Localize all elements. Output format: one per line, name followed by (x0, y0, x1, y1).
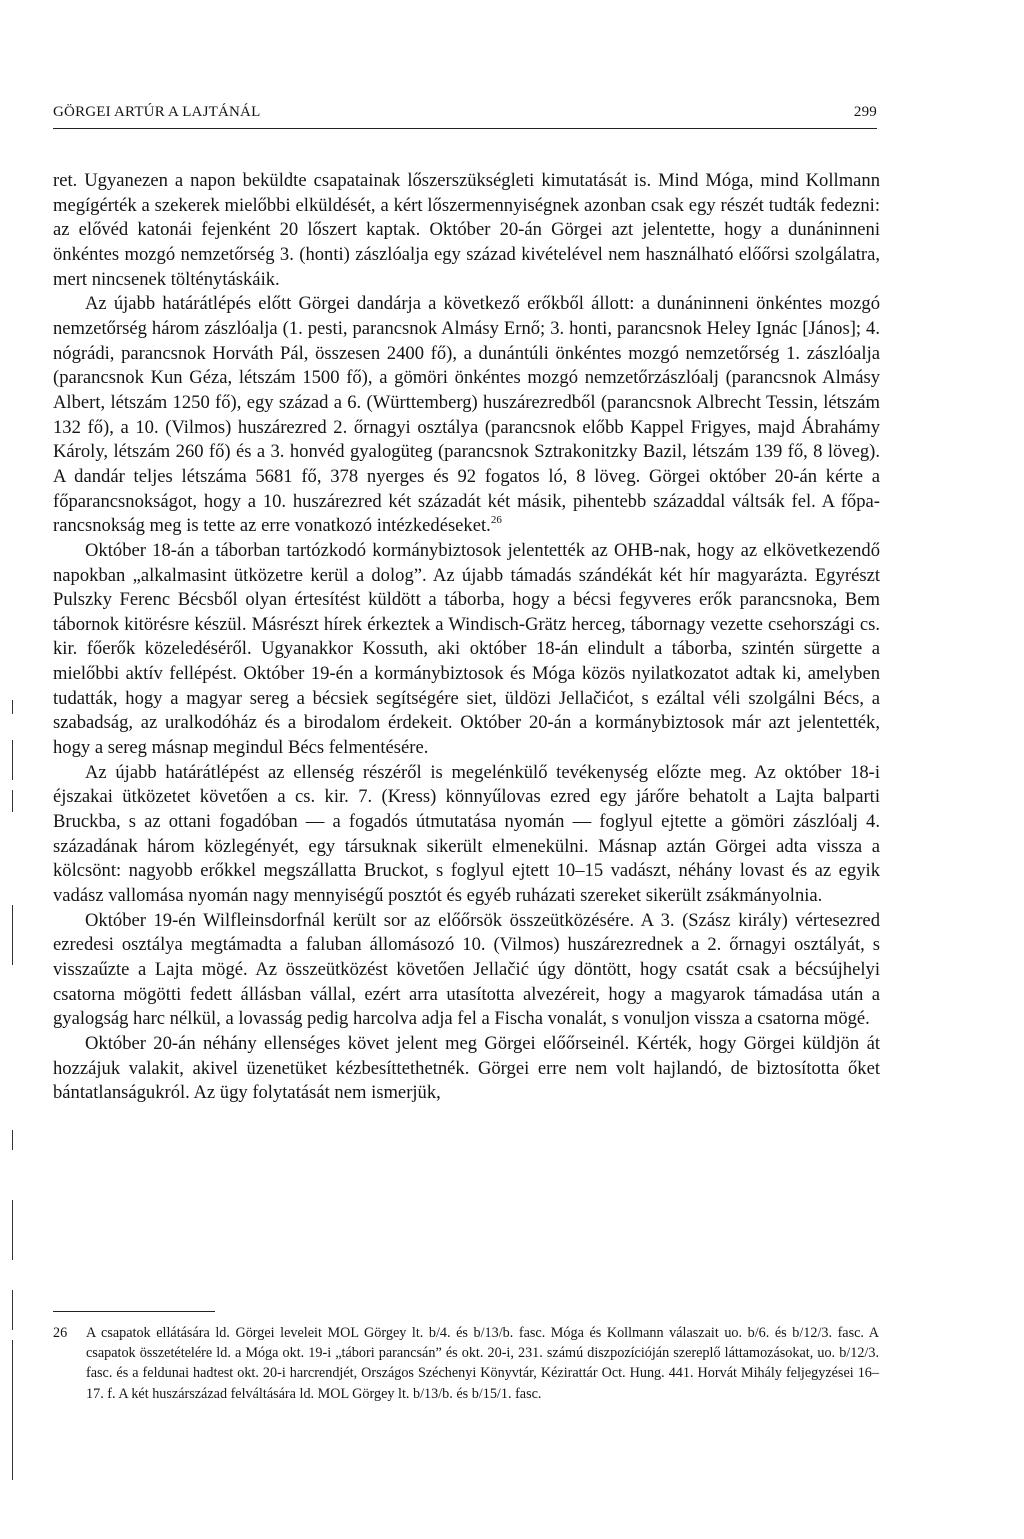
scan-mark (12, 1340, 13, 1480)
footnote (53, 1323, 879, 1404)
footnote-rule (53, 1311, 215, 1312)
scan-mark (12, 905, 13, 965)
paragraph-4: Az újabb határátlépést az ellenség részéről is megelénkülő tevékenység előzte meg. Az október 18-i éjszakai ütközetet követően a cs. kir. 7. (Kress) könnyűlovas ezred egy járőre behatolt a Lajta balparti Bruckba, s az ottani fogadóban — a fogadós útmutatása nyomán — foglyul ejtette a gömöri zászlóalj 4. századának három közlegényét, egy társuknak sikerült elmenekülni. Másnap aztán Görgei adta vissza a kölcsönt: nagyobb erőkkel megszállatta Bruckot, s foglyul ejtett 10–15 vadászt, néhány lovast és az egyik vadász vallomása nyomán nagy mennyiségű posztót és egyéb ruházati szereket sikerült zsákmányolnia. (53, 761, 880, 907)
paragraph-1: ret. Ugyanezen a napon beküldte csapatainak lőszerszükségleti kimutatását is. Mind Móga, mind Kollmann megígérték a szekerek mielőbbi elküldését, a kért lőszermennyiségnek azonban csak egy részét tudták fedezni: az elővéd katonái fejenként 20 lőszert kaptak. Október 20-án Görgei azt jelentette, hogy a dunáninneni önkéntes mozgó nemzetőrség 3. (honti) zászlóalja egy század kivételével nem használható előőrsi szolgálatra, mert nincsenek tölténytáskáik. (53, 170, 880, 290)
paragraph-3: Október 18-án a táborban tartózkodó kormánybiztosok jelentették az OHB-nak, hogy az elkövetkezendő napokban „alkalmasint ütközetre kerül a dolog”. Az újabb támadás szándékát két hír magyarázta. Egyrészt Pulszky Ferenc Bécsből olyan értesítést küldött a táborba, hogy a bécsi fegyveres erők parancsnoka, Bem tábornok kitörésre készül. Másrészt hírek érkeztek a Windisch-Grätz herceg, tábornagy vezette csehországi cs. kir. főerők közeledéséről. Ugyanakkor Kossuth, aki október 18-án elindult a táborba, szintén sürgette a mielőbbi aktív fellépést. Október 19-én a kormánybiztosok és Móga közös nyilatkozatot adtak ki, amelyben tudatták, hogy a magyar sereg a bécsiek segítségére siet, üldözi Jellačićot, s ezáltal véli szolgálni Bécs, a szabadság, az uralkodóház és a birodalom érdekeit. Október 20-án a kormánybiztosok már azt jelentették, hogy a sereg másnap megindul Bécs felmentésére. (53, 539, 880, 759)
body-text (53, 169, 880, 1106)
page-number: 299 (853, 104, 877, 120)
paragraph-5: Október 19-én Wilfleinsdorfnál került sor az előőrsök összeütközésére. A 3. (Szász király) vértesezred ezredesi osztálya megtámadta a faluban állomásozó 10. (Vilmos) huszárezrednek a 2. őrnagyi osztályát, s visszaűzte a Lajta mögé. Az összeütközést követően Jellačić úgy döntött, hogy csatát csak a bécsújhelyi csatorna mögötti fedett állásban vállal, ezért arra utasította alvezéreit, hogy a magyarok támadása után a gyalogság harc nélkül, a lovasság pedig harcolva adja fel a Fischa vonalát, s vonuljon vissza a csatorna mögé. (53, 909, 880, 1030)
footnote-number: 26 (53, 1325, 68, 1341)
footnote-reference[interactable]: 26 (490, 514, 502, 527)
scan-mark (12, 740, 13, 780)
paragraph-6: Október 20-án néhány ellenséges követ jelent meg Görgei előőrseinél. Kérték, hogy Görgei küldjön át hozzájuk valakit, akivel üzenetüket kézbesíttethetnék. Görgei erre nem volt hajlandó, de biztosította őket bántatlanságukról. Az ügy folytatását nem ismerjük, (53, 1032, 880, 1104)
scan-mark (12, 790, 13, 812)
scan-mark (12, 700, 13, 714)
header-rule (53, 128, 877, 129)
paragraph-2: Az újabb határátlépés előtt Görgei dandárja a következő erőkből állott: a dunáninneni önkéntes mozgó nemzetőrség három zászlóalja (1. pesti, parancsnok Almásy Ernő; 3. honti, parancsnok Heley Ignác [János]; 4. nógrádi, parancsnok Horváth Pál, összesen 2400 fő), a dunántúli önkéntes mozgó nemzetőrség 1. zászlóalja (parancsnok Kun Géza, létszám 1500 fő), a gömöri önkéntes mozgó nemzetőrzászlóalj (parancsnok Almásy Albert, létszám 1250 fő), egy század a 6. (Württemberg) huszárezredből (parancsnok Albrecht Tessin, létszám 132 fő), a 10. (Vilmos) huszárezred 2. őrnagyi osztálya (parancsnok előbb Kappel Frigyes, majd Ábrahámy Károly, létszám 260 fő) és a 3. honvéd gyalogüteg (parancsnok Sztrakonitzky Bazil, létszám 139 fő, 8 löveg). A dandár teljes létszáma 5681 fő, 378 nyerges és 92 fogatos ló, 8 löveg. Görgei október 20-án kérte a főparancsnokságot, hogy a 10. huszárezred két századát két másik, pihentebb századdal váltsák fel. A főparancsnokság meg is tette az erre vonatkozó intézkedéseket.$^{26}$ (53, 293, 880, 537)
scan-mark (12, 1200, 13, 1260)
footnotes (53, 1323, 879, 1404)
running-title: GÖRGEI ARTÚR A LAJTÁNÁL (53, 104, 261, 120)
footnote-text: A csapatok ellátására ld. Görgei leveleit MOL Görgey lt. b/4. és b/13/b. fasc. Móga és Kollmann válaszait uo. b/6. és b/12/3. fasc. A csapatok összetételére ld. a Móga okt. 19-i „tábori parancsán” és okt. 20-i, 231. számú diszpozícióján szereplő láttamozásokat, uo. b/12/3. fasc. és a feldunai hadtest okt. 20-i harcrendjét, Országos Széchenyi Könyvtár, Kézirattár Oct. Hung. 441. Horvát Mihály feljegyzései 16–17. f. A két huszárszázad felváltására ld. MOL Görgey lt. b/13/b. és b/15/1. fasc. (86, 1325, 879, 1402)
running-header (53, 104, 877, 128)
scan-mark (12, 1290, 13, 1330)
scan-mark (12, 1130, 13, 1150)
